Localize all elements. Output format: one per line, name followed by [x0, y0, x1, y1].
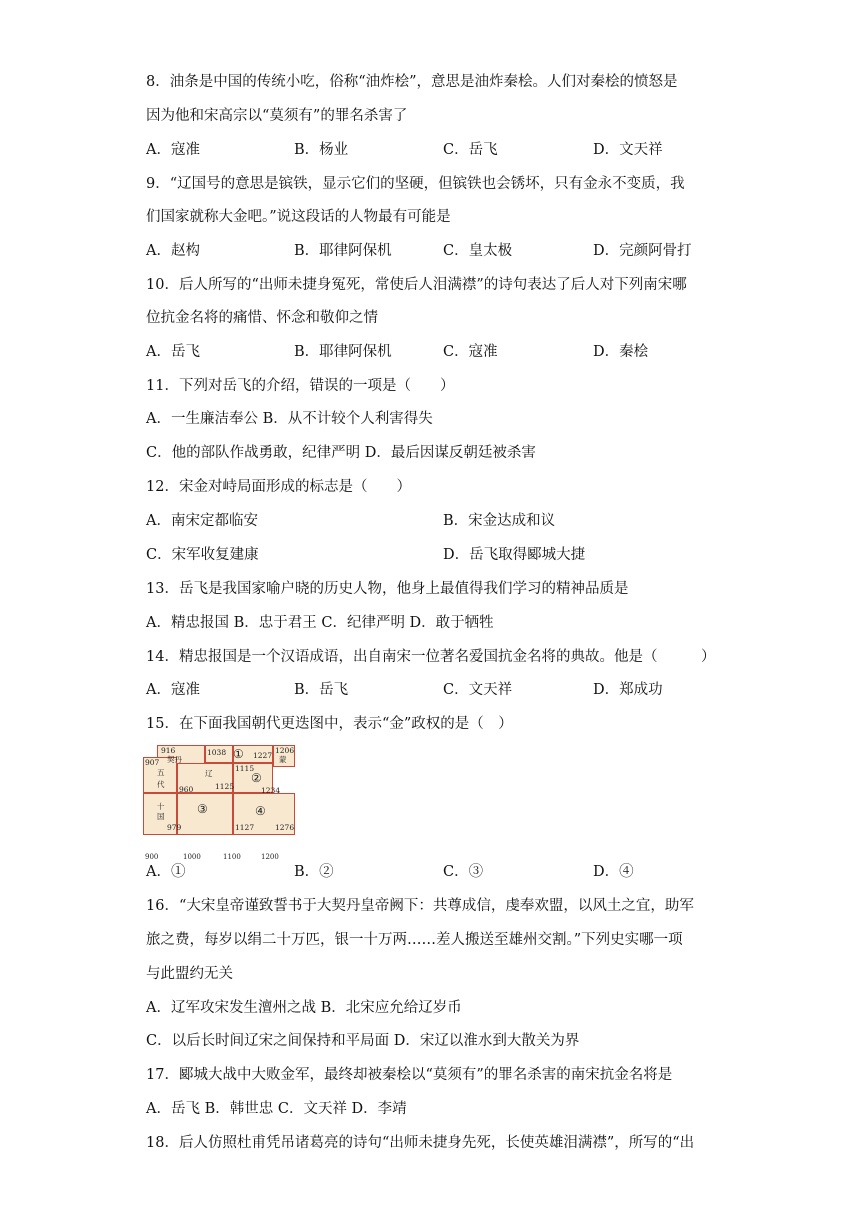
q14-options: [146, 680, 726, 700]
q8-stem-line-2: 因为他和宋高宗以“莫须有”的罪名杀害了: [146, 108, 408, 124]
q10-option-c[interactable]: C．寇准: [443, 344, 498, 360]
q12-options-row-2: [146, 545, 726, 565]
fig-label-1125: 1125: [215, 782, 235, 791]
q17-options[interactable]: A．岳飞 B．韩世忠 C．文天祥 D．李靖: [146, 1101, 407, 1117]
dynasty-timeline-figure: [143, 745, 303, 853]
q12-option-d[interactable]: D．岳飞取得郾城大捷: [443, 547, 586, 563]
fig-label-1234: 1234: [261, 786, 281, 795]
fig-label-960: 960: [179, 785, 194, 794]
q10-options: [146, 342, 726, 362]
fig-label-wu: 五: [157, 768, 165, 777]
q15-option-b[interactable]: B．②: [294, 864, 334, 880]
q14-option-d[interactable]: D．郑成功: [593, 682, 663, 698]
q10-option-b[interactable]: B．耶律阿保机: [294, 344, 392, 360]
q16-options-row-2[interactable]: C．以后长时间辽宋之间保持和平局面 D．宋辽以淮水到大散关为界: [146, 1033, 580, 1049]
q18-stem-line-1: 18．后人仿照杜甫凭吊诸葛亮的诗句“出师未捷身先死，长使英雄泪满襟”，所写的“出: [146, 1135, 695, 1151]
fig-label-dai: 代: [157, 780, 165, 789]
q12-option-b[interactable]: B．宋金达成和议: [443, 513, 556, 529]
q9-option-a[interactable]: A．赵构: [146, 243, 200, 259]
q12-option-a[interactable]: A．南宋定都临安: [146, 513, 258, 529]
fig-label-1115: 1115: [235, 764, 255, 773]
q12-stem: 12．宋金对峙局面形成的标志是（ ）: [146, 479, 411, 495]
q8-options: [146, 140, 726, 160]
fig-label-979: 979: [167, 823, 182, 832]
q15-option-c[interactable]: C．③: [443, 864, 484, 880]
q15-options: [146, 862, 726, 882]
fig-label-916: 916: [161, 746, 176, 755]
q8-option-b[interactable]: B．杨业: [294, 142, 349, 158]
q14-option-a[interactable]: A．寇准: [146, 682, 200, 698]
fig-label-1276: 1276: [275, 823, 295, 832]
q16-stem-line-2: 旅之费，每岁以绢二十万匹，银一十万两……差人搬送至雄州交割。”下列史实哪一项: [146, 932, 683, 948]
fig-label-1127: 1127: [235, 823, 255, 832]
axis-tick-900: 900: [145, 853, 159, 861]
q8-option-a[interactable]: A．寇准: [146, 142, 200, 158]
q16-stem-line-1: 16．“大宋皇帝谨致誓书于大契丹皇帝阙下：共尊成信，虔奉欢盟，以风土之宜，助军: [146, 898, 694, 914]
q9-option-b[interactable]: B．耶律阿保机: [294, 243, 392, 259]
axis-tick-1200: 1200: [261, 853, 279, 861]
fig-label-shi: 十: [157, 802, 165, 811]
q9-options: [146, 241, 726, 261]
q10-stem-line-2: 位抗金名将的痛惜、怀念和敬仰之情: [146, 310, 378, 326]
q10-option-a[interactable]: A．岳飞: [146, 344, 200, 360]
q12-option-c[interactable]: C．宋军收复建康: [146, 547, 259, 563]
q10-stem-line-1: 10．后人所写的“出师未捷身冤死，常使后人泪满襟”的诗句表达了后人对下列南宋哪: [146, 277, 687, 293]
q14-stem: 14．精忠报国是一个汉语成语，出自南宋一位著名爱国抗金名将的典故。他是（ ）: [146, 649, 716, 665]
q9-stem-line-2: 们国家就称大金吧。”说这段话的人物最有可能是: [146, 209, 451, 225]
q15-stem: 15．在下面我国朝代更迭图中，表示“金”政权的是（ ）: [146, 716, 513, 732]
q8-option-d[interactable]: D．文天祥: [593, 142, 663, 158]
q15-option-d[interactable]: D．④: [593, 864, 634, 880]
q8-option-c[interactable]: C．岳飞: [443, 142, 498, 158]
fig-label-guo: 国: [157, 812, 165, 821]
q9-option-c[interactable]: C．皇太极: [443, 243, 513, 259]
q16-options-row-1[interactable]: A．辽军攻宋发生澶州之战 B．北宋应允给辽岁币: [146, 1000, 462, 1016]
fig-circle-1: ①: [233, 747, 244, 761]
fig-label-1038: 1038: [207, 748, 227, 757]
fig-label-1227: 1227: [253, 751, 273, 760]
fig-label-907: 907: [145, 758, 160, 767]
fig-circle-3: ③: [197, 802, 208, 816]
q14-option-b[interactable]: B．岳飞: [294, 682, 349, 698]
q16-stem-line-3: 与此盟约无关: [146, 966, 233, 982]
q14-option-c[interactable]: C．文天祥: [443, 682, 513, 698]
axis-tick-1000: 1000: [183, 853, 201, 861]
axis-tick-1100: 1100: [223, 853, 241, 861]
q11-options-row-2[interactable]: C．他的部队作战勇敢，纪律严明 D．最后因谋反朝廷被杀害: [146, 445, 536, 461]
q9-stem-line-1: 9．“辽国号的意思是镔铁，显示它们的坚硬，但镔铁也会锈坏，只有金永不变质，我: [146, 176, 685, 192]
q8-stem-line-1: 8．油条是中国的传统小吃，俗称“油炸桧”，意思是油炸秦桧。人们对秦桧的愤怒是: [146, 74, 678, 90]
q17-stem: 17．郾城大战中大败金军，最终却被秦桧以“莫须有”的罪名杀害的南宋抗金名将是: [146, 1067, 673, 1083]
fig-circle-2: ②: [251, 771, 262, 785]
q12-options-row-1: [146, 511, 726, 531]
fig-label-qidan: 契丹: [167, 755, 182, 764]
fig-circle-4: ④: [255, 804, 266, 818]
q13-options[interactable]: A．精忠报国 B．忠于君王 C．纪律严明 D．敢于牺牲: [146, 615, 494, 631]
q10-option-d[interactable]: D．秦桧: [593, 344, 649, 360]
q13-stem: 13．岳飞是我国家喻户晓的历史人物，他身上最值得我们学习的精神品质是: [146, 581, 629, 597]
fig-label-meng: 蒙: [279, 755, 287, 764]
fig-label-liao: 辽: [205, 769, 213, 778]
q9-option-d[interactable]: D．完颜阿骨打: [593, 243, 692, 259]
fig-label-1206: 1206: [275, 746, 295, 755]
q11-stem: 11．下列对岳飞的介绍，错误的一项是（ ）: [146, 378, 455, 394]
q15-option-a[interactable]: A．①: [146, 864, 186, 880]
q11-options-row-1[interactable]: A．一生廉洁奉公 B．从不计较个人利害得失: [146, 411, 433, 427]
